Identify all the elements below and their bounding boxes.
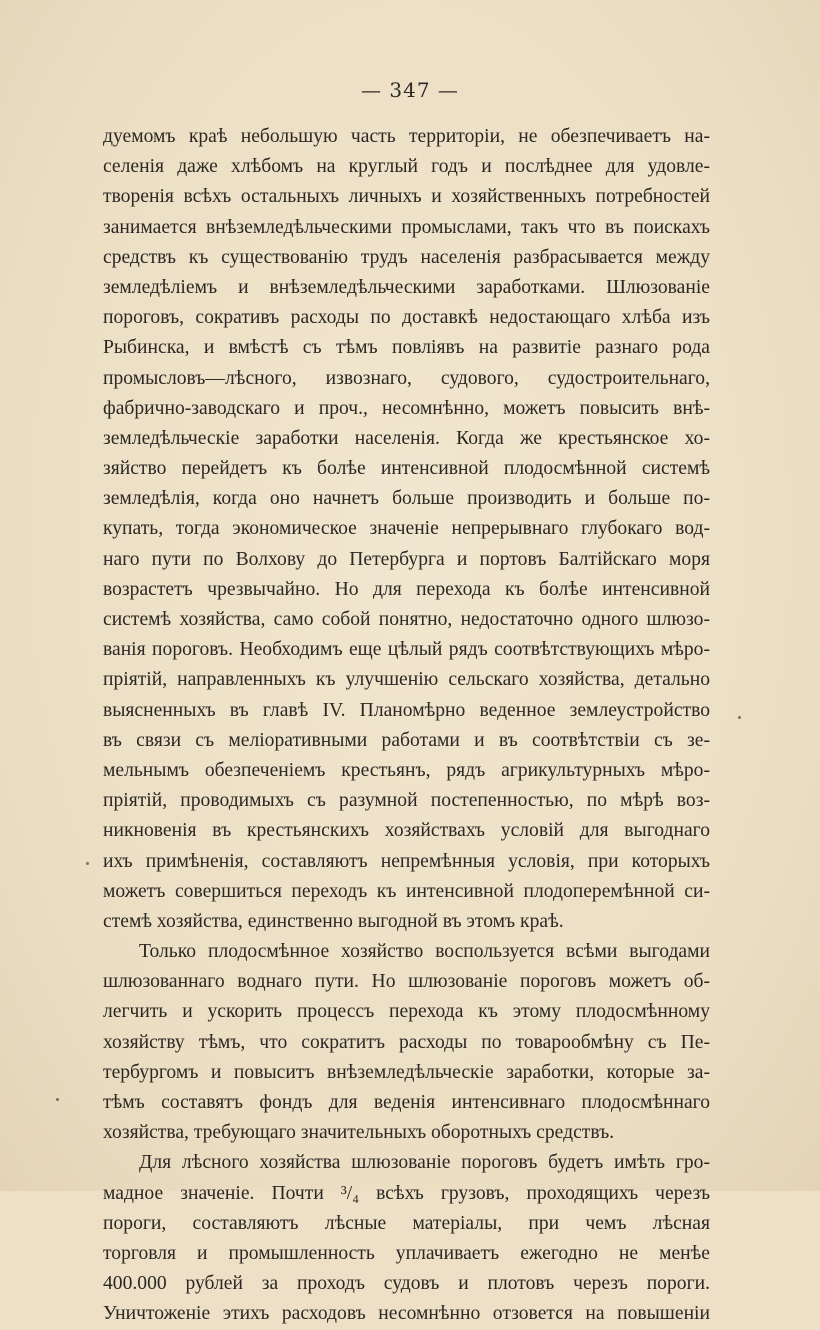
text-line: селенія даже хлѣбомъ на круглый годъ и послѣднее для удовле-	[103, 156, 710, 178]
text-line: фабрично-заводскаго и проч., несомнѣнно, можетъ повысить внѣ-	[103, 397, 710, 419]
text-line: Рыбинска, и вмѣстѣ съ тѣмъ повліявъ на развитіе разнаго рода	[103, 337, 710, 359]
text-line: зяйство перейдетъ къ болѣе интенсивной плодосмѣнной системѣ	[103, 458, 710, 480]
text-line: хозяйству тѣмъ, что сократитъ расходы по товарообмѣну съ Пе-	[103, 1031, 710, 1053]
ink-speck	[56, 1098, 59, 1101]
text-line: системѣ хозяйства, само собой понятно, недостаточно одного шлюзо-	[103, 609, 710, 630]
text-line: шлюзованнаго воднаго пути. Но шлюзованіе пороговъ можетъ об-	[103, 971, 710, 993]
text-line: пороги, составляютъ лѣсные матеріалы, при чемъ лѣсная	[103, 1212, 710, 1234]
text-line: пороговъ, сокративъ расходы по доставкѣ недостающаго хлѣба изъ	[103, 307, 710, 329]
text-line: Уничтоженіе этихъ расходовъ несомнѣнно отзовется на повышеніи	[103, 1303, 710, 1325]
text-line: наго пути по Волхову до Петербурга и портовъ Балтійскаго моря	[103, 548, 710, 570]
text-line: хозяйства, требующаго значительныхъ оборотныхъ средствъ.	[103, 1122, 615, 1144]
text-line: ихъ примѣненія, составляютъ непремѣнныя условія, при которыхъ	[103, 850, 710, 872]
text-line: въ связи съ меліоративными работами и въ соотвѣтствіи съ зе-	[103, 729, 710, 751]
text-line: занимается внѣземледѣльческими промыслами, такъ что въ поискахъ	[103, 216, 710, 238]
text-line: никновенія въ крестьянскихъ хозяйствахъ условій для выгоднаго	[103, 820, 710, 842]
text-line: выясненныхъ въ главѣ IV. Планомѣрно веденное землеустройство	[103, 699, 710, 721]
ink-speck	[86, 862, 89, 865]
text-line: промысловъ—лѣсного, извознаго, судового, судостроительнаго,	[103, 367, 710, 389]
text-line: земледѣліемъ и внѣземледѣльческими заработками. Шлюзованіе	[103, 276, 710, 298]
paragraph-2	[103, 937, 710, 1148]
page-number: — 347 —	[361, 78, 459, 102]
paragraph-1	[103, 122, 710, 937]
text-line: легчить и ускорить процессъ перехода къ этому плодосмѣнному	[103, 1001, 710, 1023]
text-line: дуемомъ краѣ небольшую часть территоріи, не обезпечиваетъ на-	[103, 126, 710, 147]
text-line: творенія всѣхъ остальныхъ личныхъ и хозяйственныхъ потребностей	[103, 186, 710, 208]
text-line: земледѣльческіе заработки населенія. Когда же крестьянское хо-	[103, 427, 710, 449]
text-line: Для лѣсного хозяйства шлюзованіе пороговъ будетъ имѣть гро-	[139, 1152, 710, 1174]
paragraph-3	[103, 1148, 710, 1329]
text-line: тербургомъ и повыситъ внѣземледѣльческіе заработки, которые за-	[103, 1061, 710, 1083]
text-line: пріятій, проводимыхъ съ разумной постепенностью, по мѣрѣ воз-	[103, 790, 710, 812]
text-line: мельнымъ обезпеченіемъ крестьянъ, рядъ агрикультурныхъ мѣро-	[103, 759, 710, 781]
text-line: торговля и промышленность уплачиваетъ ежегодно не менѣе	[103, 1242, 710, 1264]
text-line: земледѣлія, когда оно начнетъ больше производить и больше по-	[103, 488, 710, 510]
text-line: ванія пороговъ. Необходимъ еще цѣлый рядъ соотвѣтствующихъ мѣро-	[103, 639, 710, 661]
text-line: тѣмъ составятъ фондъ для веденія интенсивнаго плодосмѣннаго	[103, 1092, 710, 1113]
text-line: пріятій, направленныхъ къ улучшенію сельскаго хозяйства, детально	[103, 669, 710, 691]
text-line: 400.000 рублей за проходъ судовъ и плотовъ черезъ пороги.	[103, 1273, 710, 1295]
ink-speck	[738, 716, 741, 719]
text-line: мадное значеніе. Почти ³/₄ всѣхъ грузовъ, проходящихъ черезъ	[103, 1182, 710, 1204]
text-line: можетъ совершиться переходъ къ интенсивной плодоперемѣнной си-	[103, 880, 710, 902]
body-text	[103, 122, 710, 1330]
text-line: стемѣ хозяйства, единственно выгодной въ этомъ краѣ.	[103, 910, 564, 932]
text-line: возрастетъ чрезвычайно. Но для перехода къ болѣе интенсивной	[103, 578, 710, 600]
text-line: средствъ къ существованію трудъ населенія разбрасывается между	[103, 246, 710, 268]
text-line: купать, тогда экономическое значеніе непрерывнаго глубокаго вод-	[103, 518, 710, 540]
text-line: Только плодосмѣнное хозяйство воспользуется всѣми выгодами	[139, 941, 710, 963]
